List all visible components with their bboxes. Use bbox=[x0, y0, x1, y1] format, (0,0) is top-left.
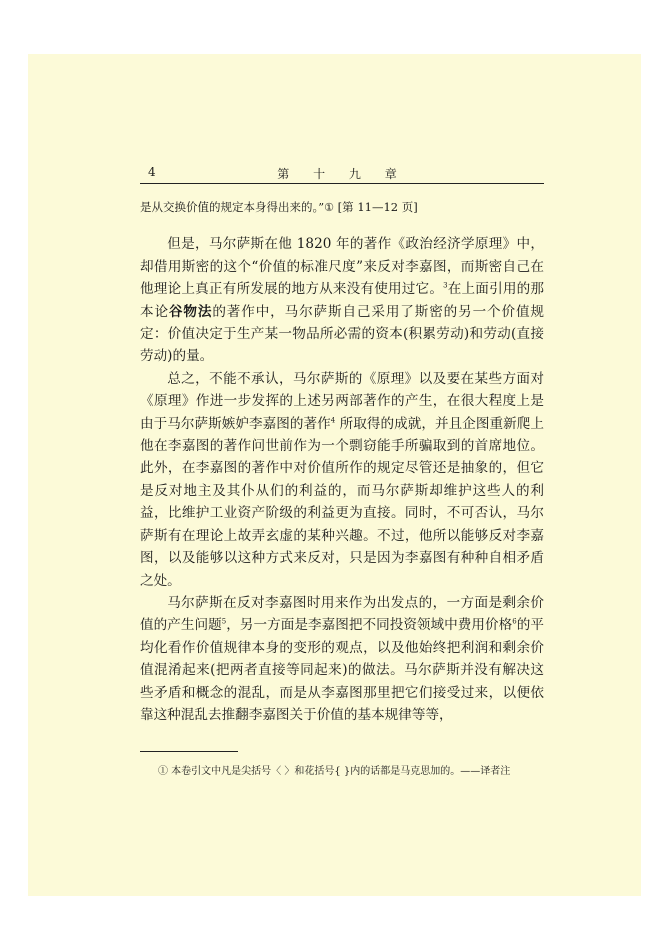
chapter-title: 第 十 九 章 bbox=[277, 167, 407, 181]
footnote-text: 本卷引文中凡是尖括号〈 〉和花括号{ }内的话都是马克思加的。——译者注 bbox=[168, 766, 511, 777]
paragraph-1 bbox=[140, 233, 544, 367]
paragraph-1-text-b: 在上面引用的那本论 bbox=[140, 281, 545, 320]
running-header bbox=[140, 163, 544, 184]
paragraph-continued bbox=[140, 196, 544, 219]
endnote-ref-3: 3 bbox=[443, 281, 448, 290]
paragraph-1-text-c: 的著作中，马尔萨斯自己采用了斯密的另一个价值规定：价值决定于生产某一物品所必需的资本(积累劳动)和劳动(直接劳动)的量。 bbox=[140, 303, 545, 365]
footnote-mark: ① bbox=[158, 766, 168, 777]
page-reference: [第 11—12 页] bbox=[334, 200, 418, 214]
body-text bbox=[140, 196, 544, 726]
paragraph-3-text-b: ，另一方面是李嘉图把不同投资领域中费用价格 bbox=[226, 617, 513, 634]
paragraph-2-text-b: 所取得的成就，并且企图重新爬上他在李嘉图的著作问世前作为一个剽窃能手所骗取到的首席地位。此外，在李嘉图的著作中对价值所作的规定尽管还是抽象的，但它是反对地主及其仆从们的利益的，而马尔萨斯却维护这些人的利益，比维护工业资产阶级的利益更为直接。同时，不可否认，马尔萨斯有在理论上故弄玄虚的某种兴趣。不过，他所以能够反对李嘉图，以及能够以这种方式来反对，只是因为李嘉图有种种自相矛盾之处。 bbox=[140, 415, 545, 589]
first-line-text: 是从交换价值的规定本身得出来的。” bbox=[140, 200, 325, 214]
footnote bbox=[158, 764, 558, 779]
footnote-divider bbox=[140, 751, 238, 752]
paragraph-3 bbox=[140, 592, 544, 726]
emphasis-grain-laws: 谷物法 bbox=[168, 303, 213, 320]
endnote-ref-6: 6 bbox=[512, 617, 517, 626]
paragraph-2 bbox=[140, 368, 544, 592]
paragraph-2-text-a: 总之，不能不承认，马尔萨斯的《原理》以及要在某些方面对《原理》作进一步发挥的上述另两部著作的产生，在很大程度上是由于马尔萨斯嫉妒李嘉图的著作 bbox=[140, 370, 544, 432]
endnote-ref-5: 5 bbox=[221, 617, 227, 626]
paragraph-3-text-c: 的平均化看作价值规律本身的变形的观点，以及他始终把利润和剩余价值混淆起来(把两者直接等同起来)的做法。马尔萨斯并没有解决这些矛盾和概念的混乱，而是从李嘉图那里把它们接受过来，以便依靠这种混乱去推翻李嘉图关于价值的基本规律等等， bbox=[140, 617, 545, 723]
paragraph-1-text-a: 但是，马尔萨斯在他 1820 年的著作《政治经济学原理》中，却借用斯密的这个“价值的标准尺度”来反对李嘉图，而斯密自己在他理论上真正有所发展的地方从来没有使用过它。 bbox=[140, 236, 544, 298]
footnote-marker: ① bbox=[324, 201, 335, 214]
paragraph-3-text-a: 马尔萨斯在反对李嘉图时用来作为出发点的，一方面是剩余价值的产生问题 bbox=[140, 594, 544, 634]
endnote-ref-4: 4 bbox=[330, 416, 336, 425]
page-number: 4 bbox=[148, 165, 156, 179]
